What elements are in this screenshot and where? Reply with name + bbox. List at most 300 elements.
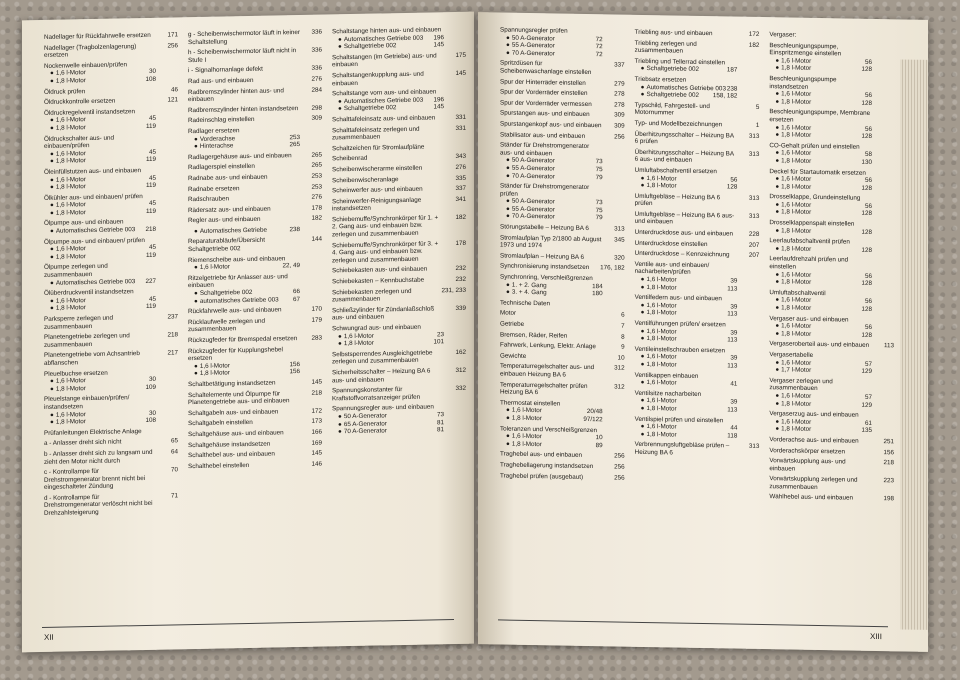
index-entry-title: Vorwärtskupplung aus- und einbauen xyxy=(769,457,846,473)
index-entry-title: Traghebel prüfen (ausgebaut) xyxy=(500,471,584,481)
index-entry xyxy=(635,76,760,101)
bullet-icon: ● xyxy=(640,430,645,438)
bullet-icon: ● xyxy=(338,340,342,348)
index-subentry xyxy=(44,384,156,394)
index-subentry-label: 3. + 4. Gang xyxy=(511,288,547,297)
index-subentry-page: 39 xyxy=(730,398,738,406)
bullet-icon: ● xyxy=(50,202,54,210)
index-subentry-page: 128 xyxy=(861,331,873,339)
index-entry xyxy=(188,76,322,86)
index-entry xyxy=(332,367,466,385)
index-entry xyxy=(769,31,894,41)
index-entry-title: Gewichte xyxy=(500,352,527,360)
index-entry xyxy=(769,377,894,410)
index-subentry xyxy=(635,91,738,100)
index-entry-title: Vergaserzug aus- und einbauen xyxy=(769,410,859,419)
index-entry xyxy=(188,86,322,104)
index-subentry-page: 135 xyxy=(861,427,873,435)
index-entry-title: Synchronisierung instandsetzen xyxy=(500,262,590,272)
index-subentry-page: 23 xyxy=(436,330,444,338)
index-entry xyxy=(500,234,625,251)
index-subentry xyxy=(769,330,872,339)
index-entry xyxy=(332,185,466,195)
index-entry-title: Schiebemuffe/Synchronkörper für 1. + 2. Gang aus- und einbauen bzw. zerlegen und zusammenbauen xyxy=(332,214,439,239)
index-entry xyxy=(769,168,894,193)
index-entry xyxy=(188,306,322,316)
bullet-icon: ● xyxy=(50,209,54,217)
index-entry-title: Rückzugfeder für Kupplungshebel ersetzen xyxy=(188,345,283,363)
index-entry xyxy=(44,448,178,466)
index-entry xyxy=(500,131,625,141)
index-subentry xyxy=(44,76,156,86)
index-subentry-page: 56 xyxy=(865,298,873,306)
index-subentry-page: 156 xyxy=(289,368,300,376)
index-subentry-label: 1,8 l-Motor xyxy=(781,208,812,217)
index-entry-page: 276 xyxy=(311,75,322,83)
index-entry xyxy=(44,262,178,287)
index-entry xyxy=(188,345,322,378)
index-subentry-page: 56 xyxy=(865,176,873,185)
index-entry-page: 144 xyxy=(311,236,322,244)
index-entry-title: Ölkühler aus- und einbauen/ prüfen xyxy=(44,192,143,202)
index-subentry-page: 39 xyxy=(730,303,738,311)
index-entry-title: Vorderachse aus- und einbauen xyxy=(769,436,859,445)
index-entry-page: 313 xyxy=(748,443,760,451)
index-subentry-label: 1,6 l-Motor xyxy=(55,245,86,253)
index-entry-title: Vorderachskörper ersetzen xyxy=(769,446,845,455)
index-column xyxy=(44,31,178,620)
index-entry-title: Radnabe aus- und einbauen xyxy=(188,173,268,183)
index-subentry-label: Schaltgetriebe 002 xyxy=(343,42,397,51)
index-subentry-page: 56 xyxy=(865,272,873,280)
bullet-icon: ● xyxy=(775,64,780,72)
index-entry xyxy=(769,42,894,75)
index-subentry-page: 238 xyxy=(289,225,300,234)
index-subentry-label: 1,8 l-Motor xyxy=(781,278,812,287)
index-subentry-label: 1,8 l-Motor xyxy=(511,440,542,448)
index-entry xyxy=(332,214,466,239)
bullet-icon: ● xyxy=(338,35,342,43)
bullet-icon: ● xyxy=(775,245,780,253)
index-entry-title: Vergaser aus- und einbauen xyxy=(769,314,849,324)
index-entry-title: Überhitzungsschalter – Heizung BA 6 prüfen xyxy=(634,130,734,146)
index-entry-title: Scheinwerfer-Reinigungsanlage instandsetzen xyxy=(332,196,422,213)
index-entry-page: 175 xyxy=(455,51,466,59)
footer-rule xyxy=(498,619,888,627)
index-subentry-page: 128 xyxy=(861,305,873,313)
index-entry-title: Spur der Vorderräder einstellen xyxy=(500,88,588,98)
index-subentry-label: 1. + 2. Gang xyxy=(511,281,547,289)
index-subentry-page: 108 xyxy=(145,416,156,425)
index-subentry-page: 128 xyxy=(861,184,873,192)
bullet-icon: ● xyxy=(338,332,342,340)
index-entry xyxy=(188,316,322,334)
index-entry xyxy=(188,126,322,151)
index-entry-page: 309 xyxy=(614,122,625,130)
index-entry-page: 218 xyxy=(311,389,322,397)
bullet-icon: ● xyxy=(640,275,645,284)
index-entry-title: Unterdruckdose – Kennzeichnung xyxy=(634,250,730,259)
index-entry xyxy=(188,65,322,75)
index-subentry-page: 129 xyxy=(861,401,873,409)
index-entry-page: 332 xyxy=(455,384,466,393)
bullet-icon: ● xyxy=(506,156,510,164)
index-entry xyxy=(635,130,760,147)
index-entry-page: 265 xyxy=(311,161,322,170)
index-entry-page: 265 xyxy=(311,151,322,159)
index-subentry-page: 61 xyxy=(865,419,873,427)
index-entry xyxy=(500,451,625,461)
index-subentry-label: 1,8 l-Motor xyxy=(781,157,812,165)
bullet-icon: ● xyxy=(194,143,198,151)
index-entry-title: Verbrennungsluftgebläse prüfen – Heizung BA 6 xyxy=(634,441,730,457)
index-subentry-label: 1,8 l-Motor xyxy=(199,369,230,378)
index-subentry xyxy=(44,123,156,133)
index-entry-page: 1 xyxy=(755,121,760,129)
index-entry-title: Traghebel aus- und einbauen xyxy=(500,450,583,460)
index-entry-title: Reparaturabläufe/Übersicht Schaltgetriebe 002 xyxy=(188,237,266,254)
index-entry xyxy=(500,26,625,59)
index-entry-title: Radbremszylinder hinten instandsetzen xyxy=(188,104,299,114)
index-entry xyxy=(332,26,466,51)
index-subentry-page: 30 xyxy=(148,68,156,76)
index-entry-title: CO-Gehalt prüfen und einstellen xyxy=(769,141,860,151)
index-entry xyxy=(635,167,760,192)
index-entry-title: Vergaser: xyxy=(769,31,797,39)
index-entry xyxy=(44,218,178,236)
index-entry xyxy=(500,142,625,182)
index-entry-page: 231, 233 xyxy=(441,286,466,294)
index-subentry-label: 1,8 l-Motor xyxy=(781,227,812,235)
bullet-icon: ● xyxy=(775,226,780,234)
index-subentry xyxy=(635,431,738,440)
page-number: XII xyxy=(44,632,54,642)
index-entry xyxy=(500,252,625,262)
index-entry-page: 145 xyxy=(311,449,322,457)
index-entry-page: 182 xyxy=(455,213,466,221)
index-entry xyxy=(769,193,894,218)
bullet-icon: ● xyxy=(50,279,54,287)
bullet-icon: ● xyxy=(506,205,510,213)
index-entry-page: 70 xyxy=(170,466,178,474)
index-subentry-label: 1,6 l-Motor xyxy=(781,358,812,367)
index-subentry-label: 1,8 l-Motor xyxy=(646,430,677,439)
index-entry xyxy=(635,371,760,388)
index-entry xyxy=(500,263,625,273)
index-entry-page: 336 xyxy=(311,46,322,54)
index-subentry-page: 128 xyxy=(861,99,873,107)
index-column xyxy=(500,26,625,614)
index-subentry-page: 128 xyxy=(861,246,873,254)
index-subentry xyxy=(188,368,300,378)
bullet-icon: ● xyxy=(506,41,510,49)
index-subentry-label: 1,8 l-Motor xyxy=(781,131,812,140)
index-subentry-label: 55 A-Generator xyxy=(511,164,555,173)
index-subentry-page: 128 xyxy=(861,210,873,218)
index-entry-title: Spur der Vorderräder vermessen xyxy=(500,99,592,108)
index-subentry-label: 1,8 l-Motor xyxy=(55,77,86,85)
index-entry xyxy=(500,99,625,109)
index-entry xyxy=(500,399,625,424)
index-subentry-label: 1,6 l-Motor xyxy=(511,432,542,441)
index-subentry-page: 128 xyxy=(861,228,873,236)
index-entry xyxy=(500,381,625,398)
index-subentry-page: 41 xyxy=(730,380,738,388)
bullet-icon: ● xyxy=(50,411,54,419)
bullet-icon: ● xyxy=(775,304,780,312)
index-entry xyxy=(44,86,178,96)
left-index-columns xyxy=(44,26,466,620)
index-entry-page: 313 xyxy=(748,132,760,140)
index-entry-page: 172 xyxy=(748,30,760,38)
index-subentry-page: 73 xyxy=(595,199,603,207)
index-subentry xyxy=(635,335,738,344)
index-entry-title: Umluftgebläse – Heizung BA 6 prüfen xyxy=(634,192,721,208)
index-subentry-page: 145 xyxy=(433,103,444,111)
bullet-icon: ● xyxy=(775,330,780,338)
bullet-icon: ● xyxy=(50,183,54,191)
index-entry-page: 313 xyxy=(748,150,760,158)
index-entry xyxy=(188,389,322,407)
index-entry-page: 182 xyxy=(748,41,760,49)
index-subentry-label: 1,6 l-Motor xyxy=(55,69,86,78)
bullet-icon: ● xyxy=(775,175,780,183)
index-subentry xyxy=(635,65,738,74)
index-subentry xyxy=(44,277,156,287)
index-subentry xyxy=(44,252,156,262)
bullet-icon: ● xyxy=(775,278,780,286)
index-subentry-label: 1,6 l-Motor xyxy=(781,57,812,65)
bullet-icon: ● xyxy=(506,432,510,440)
index-entry xyxy=(769,289,894,314)
index-entry-title: Stromlaufplan – Heizung BA 6 xyxy=(500,252,585,261)
index-entry-page: 331 xyxy=(455,113,466,121)
index-subentry-label: 70 A-Generator xyxy=(511,172,555,180)
index-subentry-label: Automatisches Getriebe 003 xyxy=(55,277,136,287)
index-entry xyxy=(188,379,322,389)
index-entry-title: Wählhebel aus- und einbauen xyxy=(769,493,854,503)
index-subentry-page: 128 xyxy=(726,183,738,191)
bullet-icon: ● xyxy=(194,227,198,235)
index-subentry-label: 1,6 l-Motor xyxy=(646,353,677,361)
index-entry xyxy=(769,219,894,236)
index-entry-title: Schaltgehäuse instandsetzen xyxy=(188,440,271,449)
index-entry-page: 207 xyxy=(748,252,760,260)
index-subentry-page: 101 xyxy=(433,338,444,346)
index-entry-page: 64 xyxy=(170,448,178,456)
index-entry xyxy=(635,149,760,166)
index-entry xyxy=(44,192,178,217)
index-entry-page: 298 xyxy=(311,104,322,112)
bullet-icon: ● xyxy=(775,182,780,191)
index-subentry-label: 1,8 l-Motor xyxy=(511,414,542,423)
bullet-icon: ● xyxy=(640,423,645,431)
bullet-icon: ● xyxy=(194,289,198,298)
bullet-icon: ● xyxy=(640,353,645,361)
index-entry-page: 145 xyxy=(311,378,322,386)
index-subentry-label: 50 A-Generator xyxy=(343,412,387,421)
index-entry xyxy=(332,196,466,214)
index-subentry xyxy=(769,227,872,236)
index-entry-title: Rädersatz aus- und einbauen xyxy=(188,205,271,214)
index-subentry-page: 119 xyxy=(145,207,156,215)
index-subentry-label: 1,6 l-Motor xyxy=(199,362,230,370)
index-entry xyxy=(188,460,322,470)
index-entry-page: 336 xyxy=(311,64,322,73)
index-entry-title: Umluftabschaltventil ersetzen xyxy=(634,166,717,176)
index-entry xyxy=(332,265,466,275)
bullet-icon: ● xyxy=(194,362,198,370)
index-entry-page: 256 xyxy=(614,132,625,141)
index-entry-title: Öleinfüllstutzen aus- und einbauen xyxy=(44,166,141,176)
index-entry xyxy=(332,174,466,184)
index-subentry xyxy=(500,172,603,181)
index-subentry xyxy=(44,208,156,218)
index-subentry xyxy=(635,283,738,292)
index-entry xyxy=(500,78,625,88)
index-entry-title: Radlagerspiel einstellen xyxy=(188,163,255,172)
bullet-icon: ● xyxy=(775,417,780,426)
index-entry-title: Beschleunigungspumpe, Membrane ersetzen xyxy=(769,108,871,124)
index-subentry-page: 145 xyxy=(433,41,444,49)
index-entry xyxy=(635,211,760,228)
index-subentry-label: Automatisches Getriebe 003 xyxy=(55,226,136,235)
index-entry xyxy=(44,288,178,313)
index-entry-title: Spur der Hinterräder einstellen xyxy=(500,78,586,87)
index-entry-title: Technische Daten xyxy=(500,299,551,308)
index-entry xyxy=(635,29,760,39)
index-entry-title: Radschrauben xyxy=(188,195,229,204)
index-subentry-label: 1,8 l-Motor xyxy=(55,418,86,426)
index-entry-title: Scheibenrad xyxy=(332,155,368,163)
index-entry-page: 256 xyxy=(614,463,625,471)
index-entry-page: 341 xyxy=(455,195,466,203)
index-entry-page: 218 xyxy=(883,459,895,467)
bullet-icon: ● xyxy=(775,296,780,304)
index-subentry xyxy=(769,183,872,192)
index-entry-page: 198 xyxy=(883,495,895,503)
index-subentry-label: Schaltgetriebe 002 xyxy=(343,104,397,113)
index-subentry-label: 1,8 l-Motor xyxy=(646,360,677,369)
index-subentry-label: 1,6 l-Motor xyxy=(55,175,86,184)
index-entry xyxy=(635,58,760,75)
index-entry xyxy=(635,192,760,209)
left-page xyxy=(22,12,474,653)
index-subentry-page: 113 xyxy=(727,310,738,319)
index-entry-title: g - Scheibenwischermotor läuft in keiner Schaltstellung xyxy=(188,29,300,46)
index-subentry-label: Automatisches Getriebe 003 xyxy=(646,83,726,92)
index-entry-title: Schaltgabeln aus- und einbauen xyxy=(188,408,279,417)
index-entry xyxy=(769,410,894,435)
index-entry-page: 46 xyxy=(170,85,178,94)
index-column xyxy=(769,31,894,619)
index-subentry-label: 1,7 l-Motor xyxy=(781,366,812,375)
index-entry xyxy=(500,183,625,223)
index-entry-title: Radlagergehäuse aus- und einbauen xyxy=(188,151,292,161)
index-entry-page: 283 xyxy=(311,334,322,342)
index-entry xyxy=(500,89,625,99)
index-entry xyxy=(500,224,625,234)
index-entry xyxy=(635,229,760,239)
index-entry xyxy=(44,427,178,437)
bullet-icon: ● xyxy=(640,283,645,291)
index-subentry xyxy=(769,65,872,74)
index-subentry-label: 1,6 l-Motor xyxy=(781,123,812,132)
bullet-icon: ● xyxy=(775,366,780,374)
index-entry xyxy=(635,39,760,56)
index-entry xyxy=(188,429,322,439)
index-entry-page: 207 xyxy=(748,241,760,249)
index-entry xyxy=(500,331,625,341)
index-subentry-label: 1,8 l-Motor xyxy=(781,330,812,338)
index-subentry xyxy=(635,361,738,370)
index-subentry-page: 45 xyxy=(148,115,156,123)
index-subentry-label: 1,8 l-Motor xyxy=(55,384,86,393)
index-subentry-label: Hinterachse xyxy=(199,142,234,151)
index-entry-title: Schalthebel einstellen xyxy=(188,461,250,470)
index-subentry-label: 1,6 l-Motor xyxy=(199,263,230,272)
index-entry xyxy=(44,97,178,107)
index-entry xyxy=(188,162,322,172)
index-subentry-page: 56 xyxy=(865,324,873,332)
index-entry-title: Schiebekasten zerlegen und zusammenbauen xyxy=(332,287,412,304)
index-subentry-page: 45 xyxy=(148,200,156,208)
index-entry-title: Bremsen, Räder, Reifen xyxy=(500,331,568,340)
index-subentry-page: 57 xyxy=(865,393,873,401)
index-entry-title: Triebling aus- und einbauen xyxy=(634,28,713,38)
index-entry-title: Ölüberdruckventil instandsetzen xyxy=(44,288,134,298)
index-subentry xyxy=(769,400,872,409)
index-entry xyxy=(500,352,625,362)
index-entry xyxy=(500,110,625,120)
index-subentry-label: 1,8 l-Motor xyxy=(55,157,86,166)
index-entry xyxy=(44,492,178,517)
bullet-icon: ● xyxy=(338,428,342,436)
index-subentry-label: 1,8 l-Motor xyxy=(55,124,86,132)
index-subentry-page: 75 xyxy=(595,207,603,215)
index-entry-title: Sicherheitsschalter – Heizung BA 6 aus- und einbauen xyxy=(332,367,431,384)
index-entry-page: 251 xyxy=(883,438,895,446)
index-entry xyxy=(44,60,178,85)
index-entry-page: 343 xyxy=(455,153,466,161)
index-subentry-page: 79 xyxy=(595,173,603,181)
index-subentry-label: 1,6 l-Motor xyxy=(343,332,374,340)
index-subentry-page: 119 xyxy=(145,181,156,190)
bullet-icon: ● xyxy=(506,197,510,205)
index-entry xyxy=(44,42,178,60)
index-subentry-page: 119 xyxy=(145,251,156,259)
index-entry-title: Temperaturregelschalter aus- und einbauen Heizung BA 6 xyxy=(500,362,595,379)
index-subentry xyxy=(500,289,603,298)
index-entry-page: 232 xyxy=(455,275,466,284)
index-entry-title: Deckel für Startautomatik ersetzen xyxy=(769,167,866,177)
index-entry xyxy=(188,104,322,114)
index-entry-title: Ventilspiel prüfen und einstellen xyxy=(634,415,724,424)
index-subentry-label: 1,8 l-Motor xyxy=(646,404,677,413)
index-entry-title: Schiebemuffe/Synchronkörper für 3. + 4. Gang aus- und einbauen bzw. zerlegen und zusammenbauen xyxy=(332,240,439,265)
index-entry-title: Ventilkappen einbauen xyxy=(634,371,699,380)
bullet-icon: ● xyxy=(640,174,645,182)
bullet-icon: ● xyxy=(50,385,54,393)
bullet-icon: ● xyxy=(640,379,645,387)
index-entry-page: 5 xyxy=(755,103,760,111)
index-entry-page: 337 xyxy=(614,61,625,70)
index-entry-title: Ölpumpe aus- und einbauen/ prüfen xyxy=(44,236,145,246)
index-subentry-page: 89 xyxy=(595,441,603,449)
index-entry xyxy=(44,332,178,350)
bullet-icon: ● xyxy=(338,413,342,421)
index-subentry-label: Schaltgetriebe 002 xyxy=(199,288,253,297)
